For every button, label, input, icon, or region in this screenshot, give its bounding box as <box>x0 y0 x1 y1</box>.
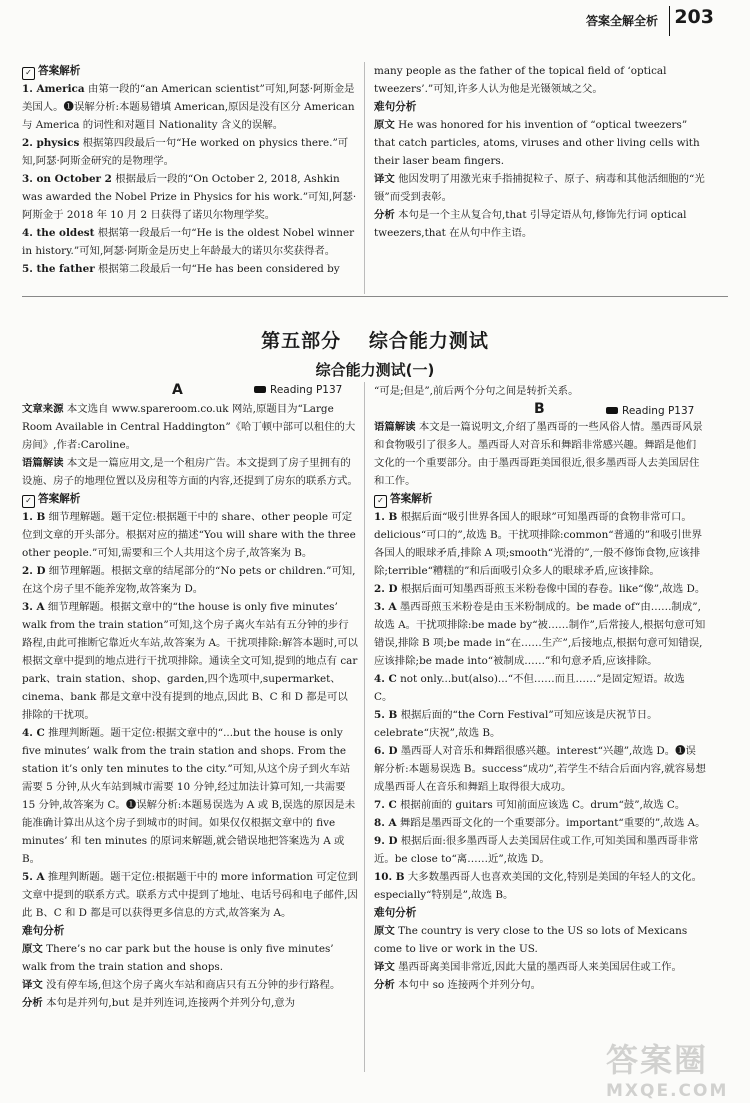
watermark-logo: 答案圈 <box>606 1041 709 1079</box>
answer-item <box>374 832 706 868</box>
answer-item <box>22 134 358 170</box>
item-text: 推理判断题。题干定位:根据文章中的“...but the house is only five minutes’ walk from the train station and shops. From the station it’s only ten minutes to the city.”可知,从这个房子到火车站需要 5 分钟,从火车站到城市需要 10 分钟,经过加法计算可知,一共需要 15 分钟,故答案为 C。❶误解分析:本题易误选为 A 或 B,误选的原因是未能准确计算出从这个房子到城市的时间。如果仅仅根据文章中的 five minutes’ 和 ten minutes 的原词来解题,就会错误地把答案选为 A 或 B。 <box>22 727 356 865</box>
item-text: 根据前面的 guitars 可知前面应该选 C。drum“鼓”,故选 C。 <box>400 799 686 811</box>
item-lead: 译文 <box>374 961 395 973</box>
item-text: 本句是一个主从复合句,that 引导定语从句,修饰先行词 optical tweezers,that 在从句中作主语。 <box>374 209 687 239</box>
part-a-heading <box>22 382 358 400</box>
answer-item <box>22 508 358 562</box>
text-paragraph <box>22 400 358 454</box>
item-text: 没有停车场,但这个房子离火车站和商店只有五分钟的步行路程。 <box>46 979 341 991</box>
item-text: 本句中 so 连接两个并列分句。 <box>398 979 541 991</box>
item-text: There’s no car park but the house is only five minutes’ walk from the train station and shops. <box>22 943 334 973</box>
section-label-text: 答案解析 <box>38 493 81 505</box>
text-paragraph <box>374 170 706 206</box>
answer-item <box>22 598 358 724</box>
section-label <box>374 490 706 508</box>
item-text: 根据第四段最后一句“He worked on physics there.”可知,阿瑟·阿斯金研究的是物理学。 <box>22 137 349 167</box>
section-label <box>22 922 358 940</box>
item-text: 本文选自 www.spareroom.co.uk 网站,原题目为“Large Room Available in Central Haddington”《哈丁顿中部可以租住的大房间》,作者:Caroline。 <box>22 403 356 451</box>
answer-item <box>374 670 706 706</box>
text-paragraph <box>374 976 706 994</box>
item-text: 细节理解题。题干定位:根据题干中的 share、other people 可定位到文章的开头部分。根据对应的描述“You will share with the three other people.”可知,需要和三个人共用这个房子,故答案为 B。 <box>22 511 356 559</box>
answer-item <box>374 796 706 814</box>
item-text: 根据第二段最后一句“He has been considered by <box>98 263 340 275</box>
column-divider-top <box>364 62 365 294</box>
item-lead: 1. B <box>374 511 398 523</box>
item-lead: 原文 <box>374 925 395 937</box>
item-lead: 4. C <box>22 727 45 739</box>
text-paragraph <box>374 62 706 98</box>
item-text: 墨西哥煎玉米粉卷是由玉米粉制成的。be made of“由……制成”,故选 A。干扰项排除:be made by“被……制作”,后常接人,根据句意可知错误,排除 B 项;be made in“在……生产”,后接地点,根据句意可知错误,应该排除;be made into“被制成……”和句意矛盾,应该排除。 <box>374 601 706 667</box>
section-label-text: 难句分析 <box>22 925 65 937</box>
part-b-reading <box>606 402 694 420</box>
answer-item <box>374 742 706 796</box>
answer-item <box>374 580 706 598</box>
item-lead: 2. physics <box>22 137 80 149</box>
section-label-text: 答案解析 <box>38 65 81 77</box>
answer-check-icon: ✓ <box>374 495 387 508</box>
item-lead: 语篇解读 <box>22 457 64 469</box>
answer-item <box>22 562 358 598</box>
header-label: 答案全解全析 <box>585 14 658 28</box>
item-lead: 7. C <box>374 799 397 811</box>
right-column <box>374 382 706 994</box>
item-text: 根据第一段最后一句“He is the oldest Nobel winner in history.”可知,阿瑟·阿斯金是历史上年龄最大的诺贝尔奖获得者。 <box>22 227 355 257</box>
text-paragraph <box>374 382 706 400</box>
answer-check-icon: ✓ <box>22 67 35 80</box>
item-lead: 9. D <box>374 835 398 847</box>
page-header <box>0 0 750 44</box>
text-paragraph <box>374 206 706 242</box>
item-text: 细节理解题。根据文章的结尾部分的“No pets or children.”可知,在这个房子里不能养宠物,故答案为 D。 <box>22 565 356 595</box>
text-paragraph <box>374 418 706 490</box>
item-lead: 6. D <box>374 745 398 757</box>
hand-pointer-icon <box>606 407 618 414</box>
item-text: 大多数墨西哥人也喜欢美国的文化,特别是美国的年轻人的文化。especially“特别是”,故选 B。 <box>374 871 703 901</box>
item-lead: 10. B <box>374 871 405 883</box>
watermark <box>606 1035 738 1101</box>
answer-item <box>374 508 706 580</box>
item-lead: 3. on October 2 <box>22 173 112 185</box>
hand-pointer-icon <box>254 386 266 393</box>
item-lead: 分析 <box>22 997 43 1009</box>
item-lead: 分析 <box>374 209 395 221</box>
part-a-letter: A <box>172 382 183 398</box>
section-label <box>22 490 358 508</box>
answer-item <box>22 260 358 278</box>
item-text: 墨西哥离美国非常近,因此大量的墨西哥人来美国居住或工作。 <box>398 961 682 973</box>
section-title <box>0 326 750 353</box>
section-name: 综合能力测试 <box>368 330 489 352</box>
answer-item <box>22 224 358 260</box>
item-lead: 1. B <box>22 511 46 523</box>
left-column <box>22 400 358 1012</box>
answer-item <box>374 598 706 670</box>
item-text: The country is very close to the US so lots of Mexicans come to live or work in the US. <box>374 925 688 955</box>
top-left-column <box>22 62 358 278</box>
item-lead: 分析 <box>374 979 395 991</box>
text-paragraph <box>374 922 706 958</box>
answer-item <box>22 80 358 134</box>
item-text: 根据后面:很多墨西哥人去美国居住或工作,可知美国和墨西哥非常近。be close to“离……近”,故选 D。 <box>374 835 699 865</box>
item-text: 由第一段的“an American scientist”可知,阿瑟·阿斯金是美国人。❶误解分析:本题易错填 American,原因是没有区分 American 与 America 的词性和对题目 Nationality 含义的误解。 <box>22 83 355 131</box>
item-text: 推理判断题。题干定位:根据题干中的 more information 可定位到文章中提到的联系方式。联系方式中提到了地址、电话号码和电子邮件,因此 B、C 和 D 都是可以获得更多信息的方式,故答案为 A。 <box>22 871 358 919</box>
text-paragraph <box>374 116 706 170</box>
text-paragraph <box>374 958 706 976</box>
part-a-reading-text: Reading P137 <box>270 384 343 396</box>
item-text: 根据后面的“the Corn Festival”可知应该是庆祝节日。celebrate“庆祝”,故选 B。 <box>374 709 658 739</box>
item-text: He was honored for his invention of “optical tweezers” that catch particles, atoms, viruses and other living cells with their laser beam fingers. <box>374 119 700 167</box>
item-lead: 原文 <box>374 119 395 131</box>
section-subtitle: 综合能力测试(一) <box>315 361 435 379</box>
text-paragraph <box>22 940 358 976</box>
text-paragraph <box>22 976 358 994</box>
part-b-reading-text: Reading P137 <box>622 405 695 417</box>
section-label <box>374 904 706 922</box>
item-lead: 3. A <box>22 601 45 613</box>
section-label-text: 难句分析 <box>374 907 417 919</box>
item-lead: 4. C <box>374 673 397 685</box>
answer-item <box>374 868 706 904</box>
section-label <box>22 62 358 80</box>
watermark-url: MXQE.COM <box>606 1081 729 1101</box>
answer-check-icon: ✓ <box>22 495 35 508</box>
item-lead: 语篇解读 <box>374 421 416 433</box>
section-part: 第五部分 <box>261 330 342 352</box>
item-lead: 8. A <box>374 817 397 829</box>
item-text: 本文是一篇说明文,介绍了墨西哥的一些风俗人情。墨西哥风景和食物吸引了很多人。墨西哥人对音乐和舞蹈非常感兴趣。舞蹈是他们文化的一个重要部分。由于墨西哥距美国很近,很多墨西哥人去美国居住和工作。 <box>374 421 703 487</box>
item-text: 根据后面“吸引世界各国人的眼球”可知墨西哥的食物非常可口。delicious“可口的”,故选 B。干扰项排除:common“普通的”和吸引世界各国人的眼球矛盾,排除 A 项;smooth“光滑的”,一般不修饰食物,应该排除;terrible“糟糕的”和后面吸引众多人的眼球矛盾,应该排除。 <box>374 511 703 577</box>
text-paragraph <box>22 994 358 1012</box>
item-text: many people as the father of the topical field of ‘optical tweezers’.”可知,许多人认为他是光镊领域之父。 <box>374 65 667 95</box>
section-label-text: 答案解析 <box>390 493 433 505</box>
header-divider <box>669 6 670 36</box>
section-label-text: 难句分析 <box>374 101 417 113</box>
item-lead: 5. the father <box>22 263 95 275</box>
item-lead: 译文 <box>374 173 395 185</box>
item-lead: 2. D <box>22 565 46 577</box>
section-divider <box>22 296 728 297</box>
item-text: 根据最后一段的“On October 2, 2018, Ashkin was awarded the Nobel Prize in Physics for his work.”可知,阿瑟·阿斯金于 2018 年 10 月 2 日获得了诺贝尔物理学奖。 <box>22 173 357 221</box>
item-lead: 原文 <box>22 943 43 955</box>
item-lead: 2. D <box>374 583 398 595</box>
item-text: 他因发明了用激光束手指捕捉粒子、原子、病毒和其他活细胞的“光镊”而受到表彰。 <box>374 173 705 203</box>
item-lead: 5. A <box>22 871 45 883</box>
item-text: 根据后面可知墨西哥煎玉米粉卷像中国的春卷。like“像”,故选 D。 <box>400 583 706 595</box>
item-text: 舞蹈是墨西哥文化的一个重要部分。important“重要的”,故选 A。 <box>399 817 706 829</box>
item-lead: 5. B <box>374 709 398 721</box>
section-label <box>374 98 706 116</box>
item-text: “可是;但是”,前后两个分句之间是转折关系。 <box>374 385 579 397</box>
answer-item <box>374 706 706 742</box>
answer-item <box>22 868 358 922</box>
item-text: not only...but(also)...“不但……而且……”是固定短语。故选 C。 <box>374 673 685 703</box>
item-text: 细节理解题。根据文章中的“the house is only five minutes’ walk from the train station”可知,这个房子离火车站有五分钟的步行路程,由此可推断它靠近火车站,故答案为 A。干扰项排除:解答本题时,可以根据文章中提到的地点进行干扰项排除。通读全文可知,提到的地点有 car park、train station、shop、garden,四个选项中,supermarket、cinema、bank 都是文章中没有提到的地点,因此 B、C 和 D 都是可以排除的干扰项。 <box>22 601 358 721</box>
item-lead: 3. A <box>374 601 397 613</box>
item-lead: 4. the oldest <box>22 227 95 239</box>
item-text: 本句是并列句,but 是并列连词,连接两个并列分句,意为 <box>46 997 296 1009</box>
page-number: 203 <box>674 6 714 28</box>
column-divider-bottom <box>364 382 365 1072</box>
answer-item <box>374 814 706 832</box>
item-text: 本文是一篇应用文,是一个租房广告。本文提到了房子里拥有的设施、房子的地理位置以及房租等方面的内容,还提到了房东的联系方式。 <box>22 457 358 487</box>
answer-item <box>22 170 358 224</box>
part-b-letter: B <box>534 401 545 417</box>
answer-item <box>22 724 358 868</box>
item-text: 墨西哥人对音乐和舞蹈很感兴趣。interest“兴趣”,故选 D。❶误解分析:本题易误选 B。success“成功”,若学生不结合后面内容,就容易想成墨西哥人在音乐和舞蹈上取得很大成功。 <box>374 745 706 793</box>
text-paragraph <box>22 454 358 490</box>
item-lead: 文章来源 <box>22 403 64 415</box>
item-lead: 1. America <box>22 83 85 95</box>
part-a-reading <box>254 384 342 396</box>
top-right-column <box>374 62 706 242</box>
item-lead: 译文 <box>22 979 43 991</box>
